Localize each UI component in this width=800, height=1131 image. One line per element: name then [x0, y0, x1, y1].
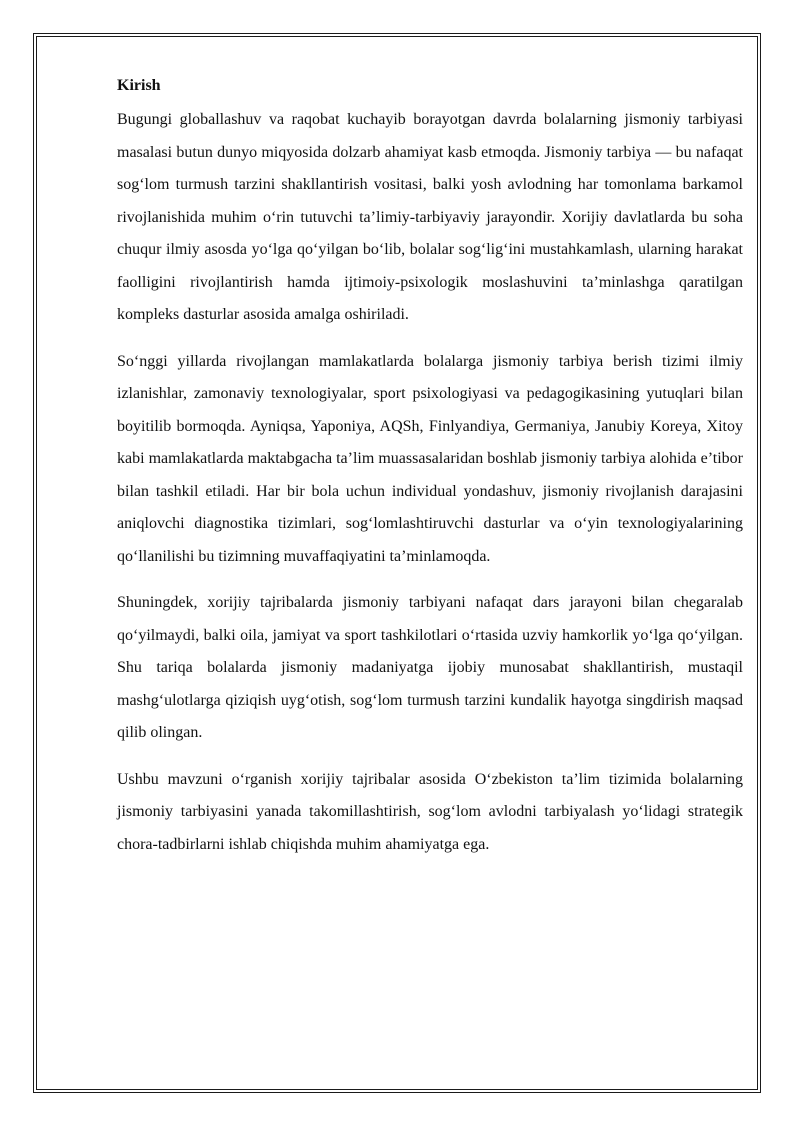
document-body — [117, 74, 743, 875]
paragraph-2: So‘nggi yillarda rivojlangan mamlakatlarda bolalarga jismoniy tarbiya berish tizimi ilmiy izlanishlar, zamonaviy texnologiyalar, sport psixologiyasi va pedagogikasining yutuqlari bilan boyitilib bormoqda. Ayniqsa, Yaponiya, AQSh, Finlyandiya, Germaniya, Janubiy Koreya, Xitoy kabi mamlakatlarda maktabgacha ta’lim muassasalaridan boshlab jismoniy tarbiya alohida e’tibor bilan tashkil etiladi. Har bir bola uchun individual yondashuv, jismoniy rivojlanish darajasini aniqlovchi diagnostika tizimlari, sog‘lomlashtiruvchi dasturlar va o‘yin texnologiyalarining qo‘llanilishi bu tizimning muvaffaqiyatini ta’minlamoqda. — [117, 352, 743, 565]
paragraph-3: Shuningdek, xorijiy tajribalarda jismoniy tarbiyani nafaqat dars jarayoni bilan chegaralab qo‘yilmaydi, balki oila, jamiyat va sport tashkilotlari o‘rtasida uzviy hamkorlik yo‘lga qo‘yilgan. Shu tariqa bolalarda jismoniy madaniyatga ijobiy munosabat shakllantirish, mustaqil mashg‘ulotlarga qiziqish uyg‘otish, sog‘lom turmush tarzini kundalik hayotga singdirish maqsad qilib olingan. — [117, 594, 743, 741]
section-heading: Kirish — [117, 77, 161, 94]
paragraph-1: Bugungi globallashuv va raqobat kuchayib borayotgan davrda bolalarning jismoniy tarbiyasi masalasi butun dunyo miqyosida dolzarb ahamiyat kasb etmoqda. Jismoniy tarbiya — bu nafaqat sog‘lom turmush tarzini shakllantirish vositasi, balki yosh avlodning har tomonlama barkamol rivojlanishida muhim o‘rin tutuvchi ta’limiy-tarbiyaviy jarayondir. Xorijiy davlatlarda bu soha chuqur ilmiy asosda yo‘lga qo‘yilgan bo‘lib, bolalar sog‘lig‘ini mustahkamlash, ularning harakat faolligini rivojlantirish hamda ijtimoiy-psixologik moslashuvini ta’minlashga qaratilgan kompleks dasturlar asosida amalga oshiriladi. — [117, 111, 743, 323]
paragraph-4: Ushbu mavzuni o‘rganish xorijiy tajribalar asosida O‘zbekiston ta’lim tizimida bolalarning jismoniy tarbiyasini yanada takomillashtirish, sog‘lom avlodni tarbiyalash yo‘lidagi strategik chora-tadbirlarni ishlab chiqishda muhim ahamiyatga ega. — [117, 770, 743, 853]
